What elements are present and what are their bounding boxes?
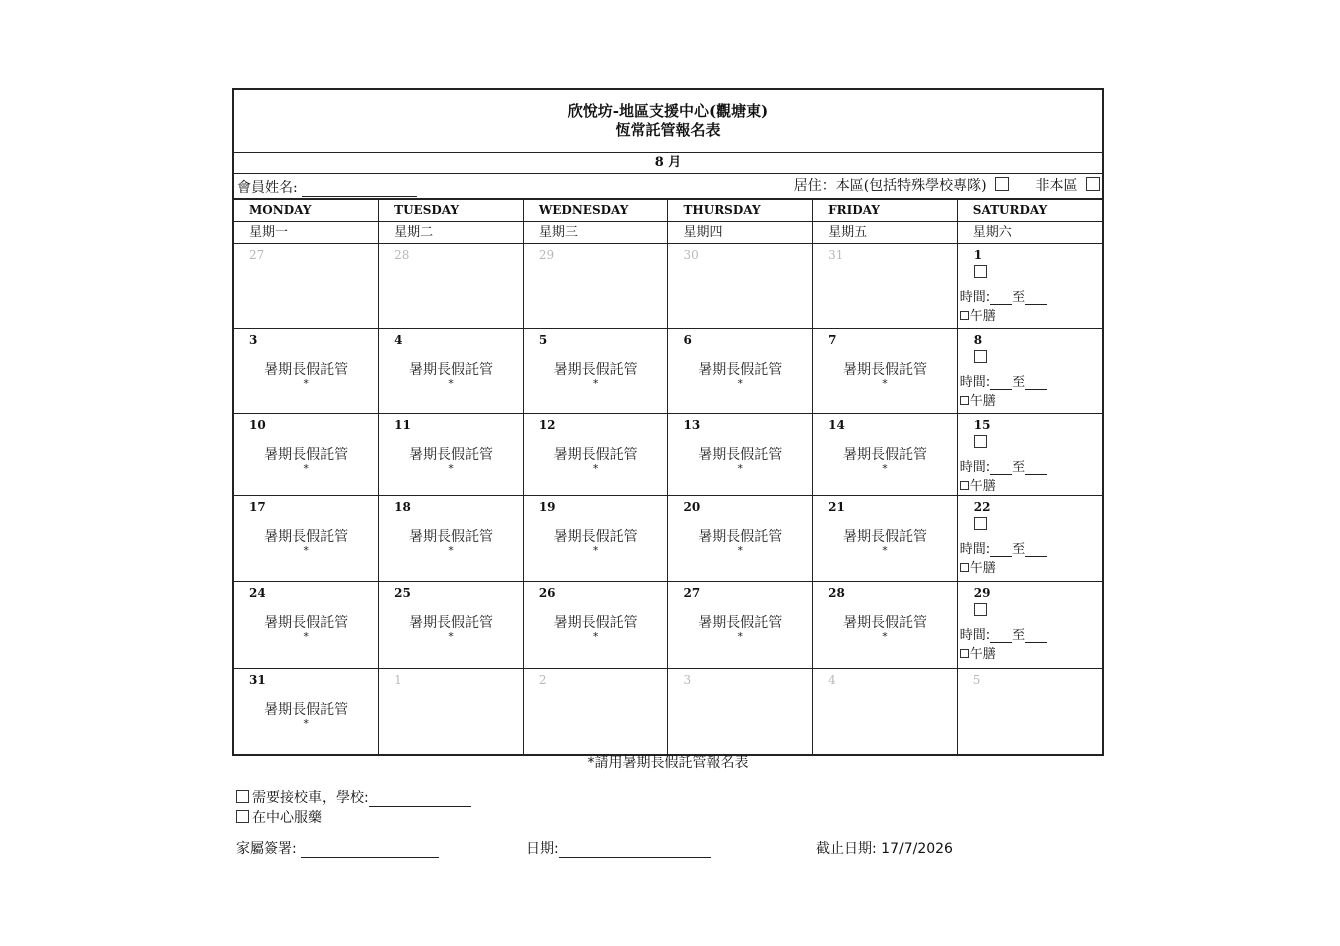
calendar-day-cell[interactable] bbox=[957, 329, 1102, 414]
day-number: 13 bbox=[683, 418, 701, 432]
calendar-day-cell[interactable] bbox=[957, 414, 1102, 496]
time-from-blank[interactable] bbox=[990, 630, 1012, 643]
medication-checkbox[interactable] bbox=[236, 810, 249, 823]
summer-care-label bbox=[524, 530, 668, 556]
weekday-chinese-row bbox=[234, 222, 1102, 244]
summer-care-label bbox=[234, 616, 378, 642]
calendar-day-cell[interactable] bbox=[668, 582, 813, 669]
summer-care-text: 暑期長假託管 bbox=[698, 615, 783, 631]
time-label: 時間: bbox=[959, 290, 991, 305]
day-number: 29 bbox=[973, 586, 991, 600]
calendar-day-cell[interactable] bbox=[813, 329, 958, 414]
care-star: * bbox=[303, 462, 309, 475]
calendar-day-cell[interactable] bbox=[957, 669, 1102, 755]
care-star: * bbox=[303, 630, 309, 643]
weekday-zh-4: 星期五 bbox=[813, 222, 958, 244]
member-row bbox=[234, 174, 1102, 199]
calendar-day-cell[interactable] bbox=[379, 582, 524, 669]
medication-option[interactable] bbox=[236, 807, 322, 827]
medication-label: 在中心服藥 bbox=[252, 810, 322, 826]
calendar-day-cell[interactable] bbox=[379, 669, 524, 755]
care-star: * bbox=[882, 630, 888, 643]
day-number: 12 bbox=[538, 418, 556, 432]
day-number: 18 bbox=[394, 500, 411, 514]
date-label: 日期: bbox=[526, 841, 559, 857]
saturday-time-field[interactable] bbox=[960, 456, 1047, 475]
saturday-attend-option[interactable] bbox=[960, 265, 1047, 286]
school-name-blank[interactable] bbox=[369, 792, 471, 807]
summer-care-label bbox=[668, 530, 812, 556]
weekday-zh-0: 星期一 bbox=[234, 222, 379, 244]
care-star: * bbox=[448, 377, 454, 390]
summer-care-text: 暑期長假託管 bbox=[553, 447, 638, 463]
day-number-outside-month: 2 bbox=[538, 673, 547, 687]
summer-care-text: 暑期長假託管 bbox=[264, 702, 349, 718]
lunch-checkbox[interactable] bbox=[960, 311, 969, 320]
parent-signature-label: 家屬簽署: bbox=[236, 841, 297, 857]
day-number: 22 bbox=[973, 500, 991, 514]
time-label: 時間: bbox=[959, 375, 991, 390]
calendar-day-cell[interactable] bbox=[379, 329, 524, 414]
day-number-outside-month: 4 bbox=[828, 673, 836, 687]
day-number: 7 bbox=[828, 333, 837, 347]
calendar-day-cell[interactable] bbox=[234, 329, 379, 414]
time-label: 時間: bbox=[959, 542, 991, 557]
summer-care-text: 暑期長假託管 bbox=[264, 529, 349, 545]
day-number: 27 bbox=[683, 586, 701, 600]
day-number: 17 bbox=[249, 500, 266, 514]
school-bus-option[interactable] bbox=[236, 787, 471, 807]
day-number-outside-month: 30 bbox=[683, 248, 699, 262]
summer-care-text: 暑期長假託管 bbox=[698, 362, 783, 378]
calendar-day-cell[interactable] bbox=[523, 244, 668, 329]
saturday-slot bbox=[960, 248, 1047, 324]
calendar-table bbox=[234, 199, 1102, 754]
care-star: * bbox=[737, 377, 744, 390]
weekday-zh-1: 星期二 bbox=[379, 222, 524, 244]
footer-note: *請用暑期長假託管報名表 bbox=[587, 755, 749, 771]
weekday-zh-2: 星期三 bbox=[523, 222, 668, 244]
saturday-attend-checkbox[interactable] bbox=[974, 435, 987, 448]
calendar-day-cell[interactable] bbox=[379, 244, 524, 329]
care-star: * bbox=[303, 377, 309, 390]
residence-nonlocal-label: 非本區 bbox=[1035, 178, 1078, 194]
member-name-label: 會員姓名: bbox=[237, 180, 298, 196]
calendar-day-cell[interactable] bbox=[813, 582, 958, 669]
calendar-week-row bbox=[234, 329, 1102, 414]
saturday-attend-option[interactable] bbox=[960, 435, 1047, 456]
lunch-label: 午膳 bbox=[969, 394, 996, 409]
summer-care-label bbox=[234, 363, 378, 389]
summer-care-label bbox=[813, 530, 957, 556]
care-star: * bbox=[448, 544, 454, 557]
residence-local-checkbox[interactable] bbox=[995, 177, 1009, 191]
form-title: 恆常託管報名表 bbox=[615, 121, 721, 139]
care-star: * bbox=[448, 462, 454, 475]
saturday-slot bbox=[960, 500, 1047, 576]
saturday-slot bbox=[960, 586, 1047, 662]
care-star: * bbox=[303, 544, 309, 557]
day-number: 28 bbox=[828, 586, 845, 600]
calendar-week-row bbox=[234, 244, 1102, 329]
calendar-day-cell[interactable] bbox=[668, 329, 813, 414]
lunch-option[interactable] bbox=[960, 475, 1047, 494]
day-number-outside-month: 29 bbox=[538, 248, 555, 262]
calendar-day-cell[interactable] bbox=[957, 244, 1102, 329]
member-name-field[interactable] bbox=[237, 177, 417, 197]
lunch-label: 午膳 bbox=[969, 309, 996, 324]
calendar-day-cell[interactable] bbox=[668, 244, 813, 329]
residence-local-label: 居住：本區(包括特殊學校專隊) bbox=[793, 178, 987, 194]
weekday-en-1: TUESDAY bbox=[379, 200, 524, 222]
day-number-outside-month: 5 bbox=[972, 673, 981, 687]
summer-care-label bbox=[813, 448, 957, 474]
care-star: * bbox=[882, 377, 888, 390]
calendar-day-cell[interactable] bbox=[523, 582, 668, 669]
calendar-week-row bbox=[234, 669, 1102, 755]
day-number: 3 bbox=[249, 333, 258, 347]
summer-care-text: 暑期長假託管 bbox=[842, 529, 927, 545]
day-number: 31 bbox=[249, 673, 266, 687]
time-to-blank[interactable] bbox=[1025, 630, 1047, 643]
day-number: 5 bbox=[538, 333, 548, 347]
summer-care-label bbox=[234, 530, 378, 556]
day-number: 14 bbox=[828, 418, 845, 432]
to-label: 至 bbox=[1012, 290, 1026, 305]
care-star: * bbox=[448, 630, 454, 643]
calendar-week-row bbox=[234, 414, 1102, 496]
parent-signature-field[interactable] bbox=[236, 838, 439, 858]
time-to-blank[interactable] bbox=[1025, 544, 1047, 557]
weekday-zh-5: 星期六 bbox=[957, 222, 1102, 244]
saturday-attend-checkbox[interactable] bbox=[974, 517, 987, 530]
member-name-blank[interactable] bbox=[302, 196, 417, 197]
calendar-day-cell[interactable] bbox=[234, 496, 379, 582]
summer-care-text: 暑期長假託管 bbox=[264, 447, 349, 463]
time-from-blank[interactable] bbox=[990, 462, 1012, 475]
time-to-blank[interactable] bbox=[1025, 462, 1047, 475]
care-star: * bbox=[303, 717, 309, 730]
day-number-outside-month: 31 bbox=[828, 248, 844, 262]
day-number: 15 bbox=[973, 418, 991, 432]
school-bus-label: 需要接校車，學校: bbox=[252, 790, 369, 806]
summer-care-text: 暑期長假託管 bbox=[408, 447, 493, 463]
summer-care-label bbox=[813, 363, 957, 389]
saturday-attend-checkbox[interactable] bbox=[974, 603, 987, 616]
day-number: 26 bbox=[538, 586, 556, 600]
lunch-checkbox[interactable] bbox=[960, 481, 969, 490]
summer-care-text: 暑期長假託管 bbox=[842, 615, 927, 631]
month-label: 8 月 bbox=[234, 153, 1102, 174]
day-number-outside-month: 1 bbox=[394, 673, 402, 687]
saturday-attend-checkbox[interactable] bbox=[974, 265, 987, 278]
summer-care-text: 暑期長假託管 bbox=[698, 529, 783, 545]
summer-care-text: 暑期長假託管 bbox=[698, 447, 783, 463]
summer-care-label bbox=[668, 448, 812, 474]
saturday-attend-option[interactable] bbox=[960, 517, 1047, 538]
summer-care-label bbox=[668, 616, 812, 642]
lunch-label: 午膳 bbox=[969, 561, 996, 576]
calendar-day-cell[interactable] bbox=[234, 414, 379, 496]
weekday-zh-3: 星期四 bbox=[668, 222, 813, 244]
summer-care-text: 暑期長假託管 bbox=[264, 615, 349, 631]
calendar-day-cell[interactable] bbox=[668, 414, 813, 496]
calendar-day-cell[interactable] bbox=[668, 669, 813, 755]
saturday-attend-option[interactable] bbox=[960, 603, 1047, 624]
day-number: 19 bbox=[538, 500, 556, 514]
summer-care-label bbox=[379, 530, 523, 556]
day-number: 8 bbox=[973, 333, 983, 347]
calendar-day-cell[interactable] bbox=[234, 582, 379, 669]
summer-care-text: 暑期長假託管 bbox=[553, 615, 638, 631]
saturday-attend-option[interactable] bbox=[960, 350, 1047, 371]
day-number: 21 bbox=[828, 500, 845, 514]
calendar-day-cell[interactable] bbox=[523, 669, 668, 755]
care-star: * bbox=[737, 630, 744, 643]
weekday-en-3: THURSDAY bbox=[668, 200, 813, 222]
lunch-checkbox[interactable] bbox=[960, 396, 969, 405]
saturday-slot bbox=[960, 418, 1047, 494]
day-number-outside-month: 3 bbox=[683, 673, 692, 687]
to-label: 至 bbox=[1012, 375, 1026, 390]
calendar-day-cell[interactable] bbox=[957, 582, 1102, 669]
saturday-time-field[interactable] bbox=[960, 371, 1047, 390]
weekday-en-5: SATURDAY bbox=[957, 200, 1102, 222]
time-from-blank[interactable] bbox=[990, 377, 1012, 390]
to-label: 至 bbox=[1012, 628, 1026, 643]
care-star: * bbox=[882, 462, 888, 475]
lunch-option[interactable] bbox=[960, 643, 1047, 662]
weekday-english-row bbox=[234, 200, 1102, 222]
time-to-blank[interactable] bbox=[1025, 377, 1047, 390]
calendar-day-cell[interactable] bbox=[234, 669, 379, 755]
school-bus-checkbox[interactable] bbox=[236, 790, 249, 803]
calendar-day-cell[interactable] bbox=[813, 244, 958, 329]
calendar-day-cell[interactable] bbox=[813, 669, 958, 755]
residence-nonlocal-checkbox[interactable] bbox=[1086, 177, 1100, 191]
care-star: * bbox=[592, 544, 599, 557]
lunch-label: 午膳 bbox=[969, 647, 996, 662]
time-label: 時間: bbox=[959, 628, 991, 643]
day-number: 20 bbox=[683, 500, 701, 514]
time-to-blank[interactable] bbox=[1025, 292, 1047, 305]
calendar-week-row bbox=[234, 496, 1102, 582]
time-from-blank[interactable] bbox=[990, 544, 1012, 557]
calendar-day-cell[interactable] bbox=[668, 496, 813, 582]
to-label: 至 bbox=[1012, 542, 1026, 557]
center-name: 欣悅坊-地區支援中心(觀塘東) bbox=[567, 102, 769, 120]
weekday-en-4: FRIDAY bbox=[813, 200, 958, 222]
time-label: 時間: bbox=[959, 460, 991, 475]
care-star: * bbox=[592, 630, 599, 643]
saturday-time-field[interactable] bbox=[960, 624, 1047, 643]
summer-care-text: 暑期長假託管 bbox=[408, 615, 493, 631]
form-header bbox=[234, 90, 1102, 153]
lunch-option[interactable] bbox=[960, 305, 1047, 324]
summer-care-label bbox=[524, 363, 668, 389]
day-number: 11 bbox=[394, 418, 411, 432]
calendar-week-row bbox=[234, 582, 1102, 669]
care-star: * bbox=[592, 462, 599, 475]
saturday-slot bbox=[960, 333, 1047, 409]
day-number: 25 bbox=[394, 586, 411, 600]
day-number: 1 bbox=[973, 248, 983, 262]
saturday-attend-checkbox[interactable] bbox=[974, 350, 987, 363]
summer-care-label bbox=[234, 448, 378, 474]
day-number: 24 bbox=[249, 586, 266, 600]
calendar-day-cell[interactable] bbox=[813, 414, 958, 496]
time-from-blank[interactable] bbox=[990, 292, 1012, 305]
lunch-checkbox[interactable] bbox=[960, 563, 969, 572]
summer-care-label bbox=[524, 448, 668, 474]
weekday-en-0: MONDAY bbox=[234, 200, 379, 222]
summer-care-label bbox=[379, 448, 523, 474]
calendar-day-cell[interactable] bbox=[379, 414, 524, 496]
date-blank[interactable] bbox=[559, 843, 711, 858]
date-field[interactable] bbox=[526, 838, 711, 858]
to-label: 至 bbox=[1012, 460, 1026, 475]
calendar-day-cell[interactable] bbox=[379, 496, 524, 582]
lunch-label: 午膳 bbox=[969, 479, 996, 494]
summer-care-text: 暑期長假託管 bbox=[553, 362, 638, 378]
lunch-option[interactable] bbox=[960, 557, 1047, 576]
care-star: * bbox=[737, 462, 744, 475]
summer-care-label bbox=[524, 616, 668, 642]
calendar-day-cell[interactable] bbox=[813, 496, 958, 582]
deadline-text: 截止日期: 17/7/2026 bbox=[816, 841, 953, 857]
care-star: * bbox=[737, 544, 744, 557]
summer-care-text: 暑期長假託管 bbox=[553, 529, 638, 545]
lunch-checkbox[interactable] bbox=[960, 649, 969, 658]
calendar-day-cell[interactable] bbox=[234, 244, 379, 329]
care-star: * bbox=[882, 544, 888, 557]
summer-care-text: 暑期長假託管 bbox=[408, 362, 493, 378]
calendar-day-cell[interactable] bbox=[523, 414, 668, 496]
residence-options bbox=[794, 175, 1100, 195]
summer-care-label bbox=[668, 363, 812, 389]
day-number-outside-month: 28 bbox=[394, 248, 410, 262]
saturday-time-field[interactable] bbox=[960, 286, 1047, 305]
day-number-outside-month: 27 bbox=[249, 248, 265, 262]
summer-care-text: 暑期長假託管 bbox=[842, 447, 927, 463]
calendar-day-cell[interactable] bbox=[523, 496, 668, 582]
summer-care-text: 暑期長假託管 bbox=[842, 362, 927, 378]
summer-care-text: 暑期長假託管 bbox=[264, 362, 349, 378]
day-number: 4 bbox=[394, 333, 403, 347]
care-star: * bbox=[592, 377, 599, 390]
summer-care-label bbox=[234, 703, 378, 729]
day-number: 6 bbox=[683, 333, 692, 347]
parent-signature-blank[interactable] bbox=[301, 843, 439, 858]
summer-care-label bbox=[813, 616, 957, 642]
day-number: 10 bbox=[249, 418, 266, 432]
registration-form bbox=[232, 88, 1104, 857]
calendar-day-cell[interactable] bbox=[957, 496, 1102, 582]
summer-care-label bbox=[379, 616, 523, 642]
form-frame bbox=[232, 88, 1104, 756]
saturday-time-field[interactable] bbox=[960, 538, 1047, 557]
summer-care-text: 暑期長假託管 bbox=[408, 529, 493, 545]
weekday-en-2: WEDNESDAY bbox=[523, 200, 668, 222]
lunch-option[interactable] bbox=[960, 390, 1047, 409]
calendar-day-cell[interactable] bbox=[523, 329, 668, 414]
summer-care-label bbox=[379, 363, 523, 389]
